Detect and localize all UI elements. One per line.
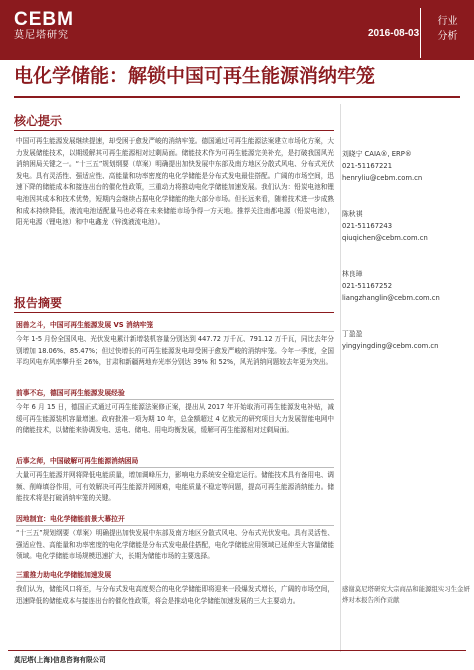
analyst-card xyxy=(342,328,470,352)
summary-subheading: 因地制宜：电化学储能前景大幕拉开 xyxy=(16,515,125,523)
analyst-email[interactable]: liangzhanglin@cebm.com.cn xyxy=(342,294,440,302)
analyst-email[interactable]: yingyingding@cebm.com.cn xyxy=(342,342,439,350)
analyst-name: 丁盈盈 xyxy=(342,330,363,338)
analyst-card xyxy=(342,208,470,244)
subheading-rule xyxy=(16,581,334,582)
subheading-rule xyxy=(16,399,334,400)
footer-company: 莫尼塔(上海)信息咨询有限公司 xyxy=(14,656,106,664)
subheading-rule xyxy=(16,331,334,332)
logo-sub-text: 莫尼塔研究 xyxy=(14,30,69,41)
core-paragraph: 中国可再生能源发展继续提速，却受困于愈发严峻的消纳牢笼。德国通过可再生能源法案建立市场化方案，大力发展储能技术，以期缓解其可再生能源相对过剩局面。储能技术作为可再生能源完美补充，是打破我国风光消纳困局关键之一。“十三五”规划纲要（草案）明确提出加快发展中东部及南方地区分散式风电、分布式光伏发电。具有灵活性、强适应性、高能量和功率密度的电化学储能是分布式发电最佳搭配。广阔的市场空间，迅速下降的储能成本和接连出台的催化性政策，三重动力将推动电化学储能加速发展。我们认为：铅炭电池和锂电池因其成本和技术优势，短期内会继续占据电化学储能的绝大部分市场。但长远来看，随着技术进一步成熟和成本持续降低，液流电池适配量马也必将在未来储能市场争得一方天地。推荐关注南都电源（铅炭电池），阳光电源（锂电池）和中电鑫龙（锌溴液流电池）。 xyxy=(16,137,334,227)
summary-paragraph: “十三五”规划纲要（草案）明确提出加快发展中东部及南方地区分散式风电、分布式光伏发电。具有灵活性、强适应性、高能量和功率密度的电化学储能是分布式发电最佳搭配，电化学储能应用领域已延伸至大容量储能领域。电化学储能市场规模迅速扩大，长期为储能市场的主要选择。 xyxy=(16,529,334,561)
analyst-phone: 021-51167243 xyxy=(342,222,393,230)
analyst-sidebar xyxy=(340,104,471,652)
report-header xyxy=(0,0,474,60)
analyst-name: 林良璋 xyxy=(342,270,363,278)
report-date: 2016-08-03 xyxy=(368,28,420,39)
report-type-line-1: 行业 xyxy=(437,16,458,27)
cebm-logo xyxy=(14,10,98,44)
title-divider xyxy=(14,96,460,98)
analyst-name: 陈秋祺 xyxy=(342,210,363,218)
summary-subheading: 后事之师，中国破解可再生能源消纳困局 xyxy=(16,457,139,465)
report-title: 电化学储能：解锁中国可再生能源消纳牢笼 xyxy=(14,65,376,87)
summary-paragraph: 我们认为，储能风口将至，与分布式发电高度契合的电化学储能即将迎来一段爆发式增长，广阔的市场空间，迅速降低的储能成本与接连出台的催化性政策，将会是推动电化学储能加速发展的三大主要动力。 xyxy=(16,585,334,605)
report-type-line-2: 分析 xyxy=(437,31,458,42)
analyst-phone: 021-51167221 xyxy=(342,162,393,170)
report-type-box xyxy=(420,8,474,58)
analyst-email[interactable]: qiuqichen@cebm.com.cn xyxy=(342,234,428,242)
core-heading: 核心提示 xyxy=(14,114,63,128)
summary-paragraph: 今年 1-5 月份全国风电、光伏发电累计新增装机容量分别达到 447.72 万千瓦、791.12 万千瓦，同比去年分别增加 18.06%、85.47%；但过快增长的可再生能源发电却受困于愈发严峻的消纳牢笼。今年一季度，全国平均风电弃风率攀升至 26%，甘肃和新疆两地弃光率分别达 39% 和 52%，风光消纳问题较去年更为突出。 xyxy=(16,335,334,367)
subheading-rule xyxy=(16,525,334,526)
logo-main-text: CEBM xyxy=(14,9,74,30)
subheading-rule xyxy=(16,467,334,468)
analyst-card xyxy=(342,148,470,184)
analyst-name: 刘晓宁 CAIA®, ERP® xyxy=(342,150,412,158)
summary-paragraph: 今年 6 月 15 日，德国正式通过可再生能源法案修正案，提出从 2017 年开始取消可再生能源发电补贴，减缓可再生能源装机容量增速。政府批准一项为期 10 年，总金额超过 4 亿欧元的研究项目大力发展智能电网中的储能技术，以储能来协调发电、送电、储电、用电均衡发展，缓解可再生能源相对过剩局面。 xyxy=(16,403,334,435)
summary-subheading: 三重推力助电化学储能加速发展 xyxy=(16,571,112,579)
summary-subheading: 困兽之斗，中国可再生能源发展 VS 消纳牢笼 xyxy=(16,321,154,329)
analyst-phone: 021-51167252 xyxy=(342,282,393,290)
core-heading-rule xyxy=(14,130,334,131)
summary-paragraph: 大量可再生能源并网将降低电能质量，增加调峰压力，影响电力系统安全稳定运行。储能技术具有备用电、调频、削峰填谷作用，可有效解决可再生能源并网困难，电能质量不稳定等问题，提高可再生能源消纳能力。储能技术将是打破消纳牢笼的关键。 xyxy=(16,471,334,503)
acknowledgement-note: 感谢莫尼塔研究大宗商品和能源组实习生金妍烨对本报告所作贡献 xyxy=(342,585,470,604)
summary-subheading: 前事不忘，德国可再生能源发展经验 xyxy=(16,389,125,397)
summary-heading: 报告摘要 xyxy=(14,296,63,310)
analyst-email[interactable]: henryliu@cebm.com.cn xyxy=(342,174,423,182)
summary-heading-rule xyxy=(14,312,334,313)
footer-divider xyxy=(8,650,466,651)
analyst-card xyxy=(342,268,470,304)
